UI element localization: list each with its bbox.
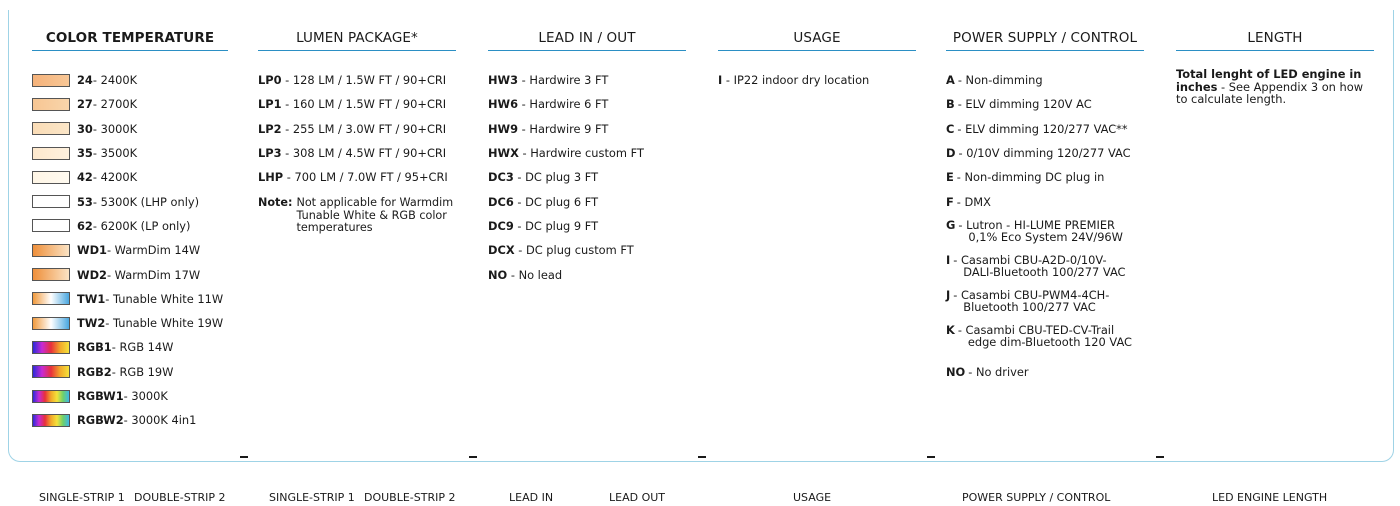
- item-code: 42: [77, 170, 93, 185]
- separator-dash: [469, 456, 477, 458]
- power-item: [946, 92, 1144, 116]
- item-code: TW1: [77, 291, 106, 306]
- color-swatch: [32, 147, 70, 160]
- item-description: - 308 LM / 4.5W FT / 90+CRI: [281, 146, 447, 161]
- item-description: - RGB 14W: [111, 340, 174, 355]
- color-temperature-item: [32, 165, 228, 189]
- note-line: Tunable White & RGB color: [296, 208, 447, 222]
- item-code: 24: [77, 73, 93, 88]
- color-temperature-item: [32, 189, 228, 213]
- item-description: - 700 LM / 7.0W FT / 95+CRI: [283, 170, 448, 185]
- item-description: - Hardwire 9 FT: [518, 121, 609, 136]
- lead-item: [488, 68, 686, 92]
- item-description: - ELV dimming 120V AC: [957, 97, 1092, 112]
- item-description: - 160 LM / 1.5W FT / 90+CRI: [281, 97, 447, 112]
- item-code: DCX: [488, 243, 515, 258]
- bottom-label-power: POWER SUPPLY / CONTROL: [962, 491, 1111, 504]
- color-swatch: [32, 292, 70, 305]
- item-code: B: [946, 97, 955, 112]
- color-temperature-item: [32, 68, 228, 92]
- power-item: [946, 360, 1144, 384]
- note-label: Note:: [258, 196, 293, 210]
- separator-dash: [240, 456, 248, 458]
- item-description: - 255 LM / 3.0W FT / 90+CRI: [281, 121, 447, 136]
- color-temperature-item: [32, 214, 228, 238]
- item-description: DALI-Bluetooth 100/277 VAC: [963, 265, 1126, 280]
- color-swatch: [32, 219, 70, 232]
- power-item: [946, 189, 1144, 213]
- item-description: 0,1% Eco System 24V/96W: [968, 230, 1123, 245]
- item-code: LHP: [258, 170, 284, 185]
- lumen-package-column: [258, 30, 456, 235]
- color-temperature-column: [32, 30, 228, 432]
- note-line: Not applicable for Warmdim: [296, 196, 454, 210]
- usage-column: [718, 30, 916, 92]
- item-code: LP2: [258, 121, 282, 136]
- item-description: - DC plug custom FT: [514, 243, 634, 258]
- color-temperature-item: [32, 92, 228, 116]
- item-code: G: [946, 217, 956, 232]
- lead-item: [488, 117, 686, 141]
- usage-item: [718, 68, 916, 92]
- lead-column: [488, 30, 686, 287]
- item-description: - WarmDim 17W: [106, 267, 201, 282]
- lead-item: [488, 238, 686, 262]
- item-code: HW3: [488, 73, 519, 88]
- power-item: [946, 165, 1144, 189]
- item-code: F: [946, 194, 954, 209]
- bottom-label-double-strip: DOUBLE-STRIP 2: [134, 491, 226, 504]
- item-description: - Tunable White 19W: [105, 316, 224, 331]
- item-description: Bluetooth 100/277 VAC: [963, 300, 1096, 315]
- lumen-package-list: [258, 68, 456, 189]
- color-swatch: [32, 74, 70, 87]
- item-description: - 5300K (LHP only): [92, 194, 200, 209]
- color-swatch: [32, 341, 70, 354]
- color-temperature-item: [32, 117, 228, 141]
- color-swatch: [32, 414, 70, 427]
- item-code: TW2: [77, 316, 106, 331]
- item-code: LP0: [258, 73, 282, 88]
- color-temperature-item: [32, 408, 228, 432]
- color-swatch: [32, 195, 70, 208]
- item-description: - WarmDim 14W: [106, 243, 201, 258]
- item-description: - Lutron - HI-LUME PREMIER: [958, 217, 1115, 232]
- item-code: RGBW2: [77, 413, 124, 428]
- item-code: NO: [946, 364, 966, 379]
- item-code: LP1: [258, 97, 282, 112]
- color-swatch: [32, 268, 70, 281]
- lead-item: [488, 141, 686, 165]
- item-description: - Hardwire 6 FT: [518, 97, 609, 112]
- item-description: - Non-dimming DC plug in: [956, 170, 1105, 185]
- bottom-label-lead-out: LEAD OUT: [609, 491, 665, 504]
- item-code: I: [718, 73, 723, 88]
- item-code: HWX: [488, 146, 519, 161]
- item-code: NO: [488, 267, 508, 282]
- color-temperature-item: [32, 384, 228, 408]
- power-title: POWER SUPPLY / CONTROL: [946, 30, 1144, 51]
- item-code: LP3: [258, 146, 282, 161]
- usage-title: USAGE: [718, 30, 916, 51]
- color-swatch: [32, 365, 70, 378]
- bottom-label-single-strip: SINGLE-STRIP 1: [269, 491, 355, 504]
- item-description: - 3000K: [92, 121, 138, 136]
- bottom-label-length: LED ENGINE LENGTH: [1212, 491, 1328, 504]
- power-item: [946, 319, 1144, 354]
- item-description: - Tunable White 11W: [105, 291, 224, 306]
- item-code: 62: [77, 218, 93, 233]
- power-column: [946, 30, 1144, 384]
- item-code: A: [946, 73, 955, 88]
- lumen-package-item: [258, 117, 456, 141]
- item-description: - 6200K (LP only): [92, 218, 191, 233]
- color-temperature-item: [32, 238, 228, 262]
- power-item: [946, 214, 1144, 249]
- item-description: - DC plug 6 FT: [513, 194, 599, 209]
- lead-item: [488, 214, 686, 238]
- lead-item: [488, 165, 686, 189]
- item-code: RGBW1: [77, 389, 124, 403]
- lead-list: [488, 68, 686, 287]
- length-title: LENGTH: [1176, 30, 1374, 51]
- item-code: DC6: [488, 194, 514, 209]
- length-text: - See Appendix 3 on how to calculate length.: [1176, 79, 1364, 106]
- item-description: - Non-dimming: [957, 73, 1043, 88]
- power-item: [946, 141, 1144, 165]
- power-item: [946, 117, 1144, 141]
- color-temperature-item: [32, 311, 228, 335]
- bottom-label-single-strip: SINGLE-STRIP 1: [39, 491, 125, 504]
- color-swatch: [32, 244, 70, 257]
- item-code: HW6: [488, 97, 519, 112]
- color-temperature-item: [32, 360, 228, 384]
- item-code: HW9: [488, 121, 519, 136]
- lumen-package-note: [258, 197, 456, 235]
- item-code: I: [946, 252, 951, 267]
- item-code: WD1: [77, 243, 107, 258]
- item-description: - 3000K: [123, 389, 168, 403]
- item-description: - 2400K: [92, 73, 138, 88]
- color-temperature-title: COLOR TEMPERATURE: [32, 30, 228, 51]
- item-code: WD2: [77, 267, 107, 282]
- power-item: [946, 68, 1144, 92]
- color-swatch: [32, 122, 70, 135]
- item-code: D: [946, 146, 956, 161]
- color-swatch: [32, 390, 70, 403]
- item-description: - ELV dimming 120/277 VAC**: [957, 121, 1128, 136]
- item-code: DC3: [488, 170, 514, 185]
- item-description: - DC plug 9 FT: [513, 218, 599, 233]
- item-description: - 0/10V dimming 120/277 VAC: [958, 146, 1131, 161]
- item-code: RGB2: [77, 364, 112, 379]
- lumen-package-item: [258, 68, 456, 92]
- length-description: [1176, 68, 1366, 106]
- lead-item: [488, 262, 686, 286]
- bottom-label-double-strip: DOUBLE-STRIP 2: [364, 491, 456, 504]
- separator-dash: [927, 456, 935, 458]
- color-temperature-item: [32, 287, 228, 311]
- item-code: E: [946, 170, 954, 185]
- bottom-label-lead-in: LEAD IN: [509, 491, 554, 504]
- item-description: - Casambi CBU-A2D-0/10V-: [953, 252, 1107, 267]
- lumen-package-item: [258, 165, 456, 189]
- lead-title: LEAD IN / OUT: [488, 30, 686, 51]
- item-description: - IP22 indoor dry location: [722, 73, 870, 88]
- power-item: [946, 249, 1144, 284]
- color-temperature-item: [32, 335, 228, 359]
- item-description: - 2700K: [92, 97, 138, 112]
- item-code: 30: [77, 121, 93, 136]
- lumen-package-title: LUMEN PACKAGE*: [258, 30, 456, 51]
- item-code: 53: [77, 194, 93, 209]
- length-column: [1176, 30, 1374, 106]
- item-description: - Casambi CBU-TED-CV-Trail: [957, 322, 1115, 337]
- item-description: edge dim-Bluetooth 120 VAC: [967, 335, 1133, 350]
- item-code: RGB1: [77, 340, 112, 355]
- item-description: - 128 LM / 1.5W FT / 90+CRI: [281, 73, 447, 88]
- item-code: 35: [77, 146, 93, 161]
- item-description: - Hardwire custom FT: [518, 146, 644, 161]
- bottom-label-usage: USAGE: [793, 491, 832, 504]
- item-code: K: [946, 322, 955, 337]
- color-temperature-item: [32, 141, 228, 165]
- note-line: temperatures: [296, 221, 373, 235]
- power-list: [946, 68, 1144, 384]
- item-description: - RGB 19W: [111, 364, 174, 379]
- power-item: [946, 284, 1144, 319]
- item-description: - DMX: [956, 194, 991, 209]
- lead-item: [488, 92, 686, 116]
- item-code: 27: [77, 97, 93, 112]
- color-temperature-list: [32, 68, 228, 432]
- item-description: - No driver: [968, 364, 1029, 379]
- item-description: - 3500K: [92, 146, 138, 161]
- length-bold-text: Total lenght of LED engine in inches: [1176, 67, 1362, 94]
- item-code: C: [946, 121, 955, 136]
- color-swatch: [32, 171, 70, 184]
- color-swatch: [32, 98, 70, 111]
- usage-list: [718, 68, 916, 92]
- lumen-package-item: [258, 141, 456, 165]
- item-description: - DC plug 3 FT: [513, 170, 599, 185]
- item-description: - 4200K: [92, 170, 138, 185]
- item-description: - 3000K 4in1: [123, 413, 197, 428]
- lead-item: [488, 189, 686, 213]
- item-description: - Casambi CBU-PWM4-4CH-: [953, 287, 1110, 302]
- separator-dash: [1156, 456, 1164, 458]
- item-code: J: [946, 287, 951, 302]
- lumen-package-item: [258, 92, 456, 116]
- item-description: - No lead: [507, 267, 563, 282]
- item-description: - Hardwire 3 FT: [518, 73, 609, 88]
- separator-dash: [698, 456, 706, 458]
- color-swatch: [32, 317, 70, 330]
- item-code: DC9: [488, 218, 514, 233]
- color-temperature-item: [32, 262, 228, 286]
